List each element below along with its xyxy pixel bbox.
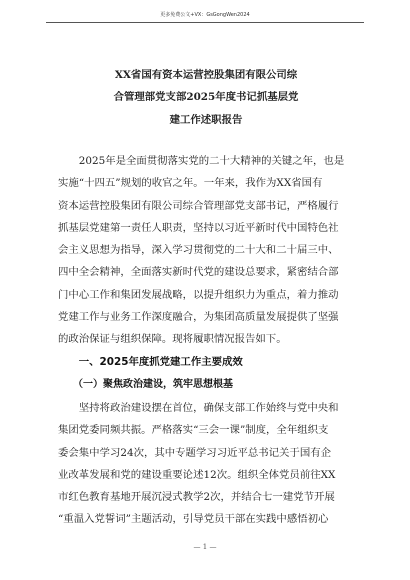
text-line: 市红色教育基地开展沉浸式教学2次，并结合七一建党节开展 <box>58 491 335 504</box>
text-line: 四中全会精神，全面落实新时代党的建设总要求，紧密结合部 <box>58 266 339 279</box>
subsection-heading-text: （一）聚焦政治建设，筑牢思想根基 <box>58 379 233 390</box>
section-heading-text: 一、2025年度抓党建工作主要成效 <box>58 356 243 368</box>
text-line: 2025年是全面贯彻落实党的二十大精神的关键之年，也是 <box>58 155 345 167</box>
section-heading <box>58 351 358 373</box>
title-line: 建工作述职报告 <box>169 113 243 126</box>
subsection-heading <box>58 374 358 396</box>
text-line: 集团党委同频共振。严格落实“三会一课”制度，全年组织支 <box>58 424 329 437</box>
text-line: 业改革发展和党的建设重要论述12次。组织全体党员前往XX <box>58 468 336 481</box>
header-divider <box>46 22 364 23</box>
body-paragraph <box>58 397 358 531</box>
title-line: XX省国有资本运营控股集团有限公司综 <box>114 69 298 81</box>
page-number: — 1 — <box>193 543 217 551</box>
text-line: 坚持将政治建设摆在首位，确保支部工作始终与党中央和 <box>58 402 339 414</box>
intro-paragraph <box>58 150 358 351</box>
text-line: 资本运营控股集团有限公司综合管理部党支部书记，严格履行 <box>58 199 339 212</box>
text-line: 会主义思想为指导，深入学习贯彻党的二十大和二十届三中、 <box>58 244 339 257</box>
document-title <box>48 64 364 131</box>
text-line: 的政治保证与组织保障。现将履职情况报告如下。 <box>58 333 287 346</box>
text-line: 门中心工作和集团发展战略，以提升组织力为重点，着力推动 <box>58 288 339 301</box>
text-line: 实施“十四五”规划的收官之年。一年来，我作为XX省国有 <box>58 177 323 190</box>
text-line: 党建工作与业务工作深度融合，为集团高质量发展提供了坚强 <box>58 311 339 324</box>
title-line: 合管理部党支部2025年度书记抓基层党 <box>113 91 299 104</box>
text-line: 委会集中学习24次，其中专题学习习近平总书记关于国有企 <box>58 446 331 459</box>
header-promo-text: 更多免费公文+VX：GsGongWen2024 <box>160 12 250 18</box>
text-line: “重温入党誓词”主题活动，引导党员干部在实践中感悟初心 <box>58 513 329 526</box>
text-line: 抓基层党建第一责任人职责，坚持以习近平新时代中国特色社 <box>58 221 339 234</box>
